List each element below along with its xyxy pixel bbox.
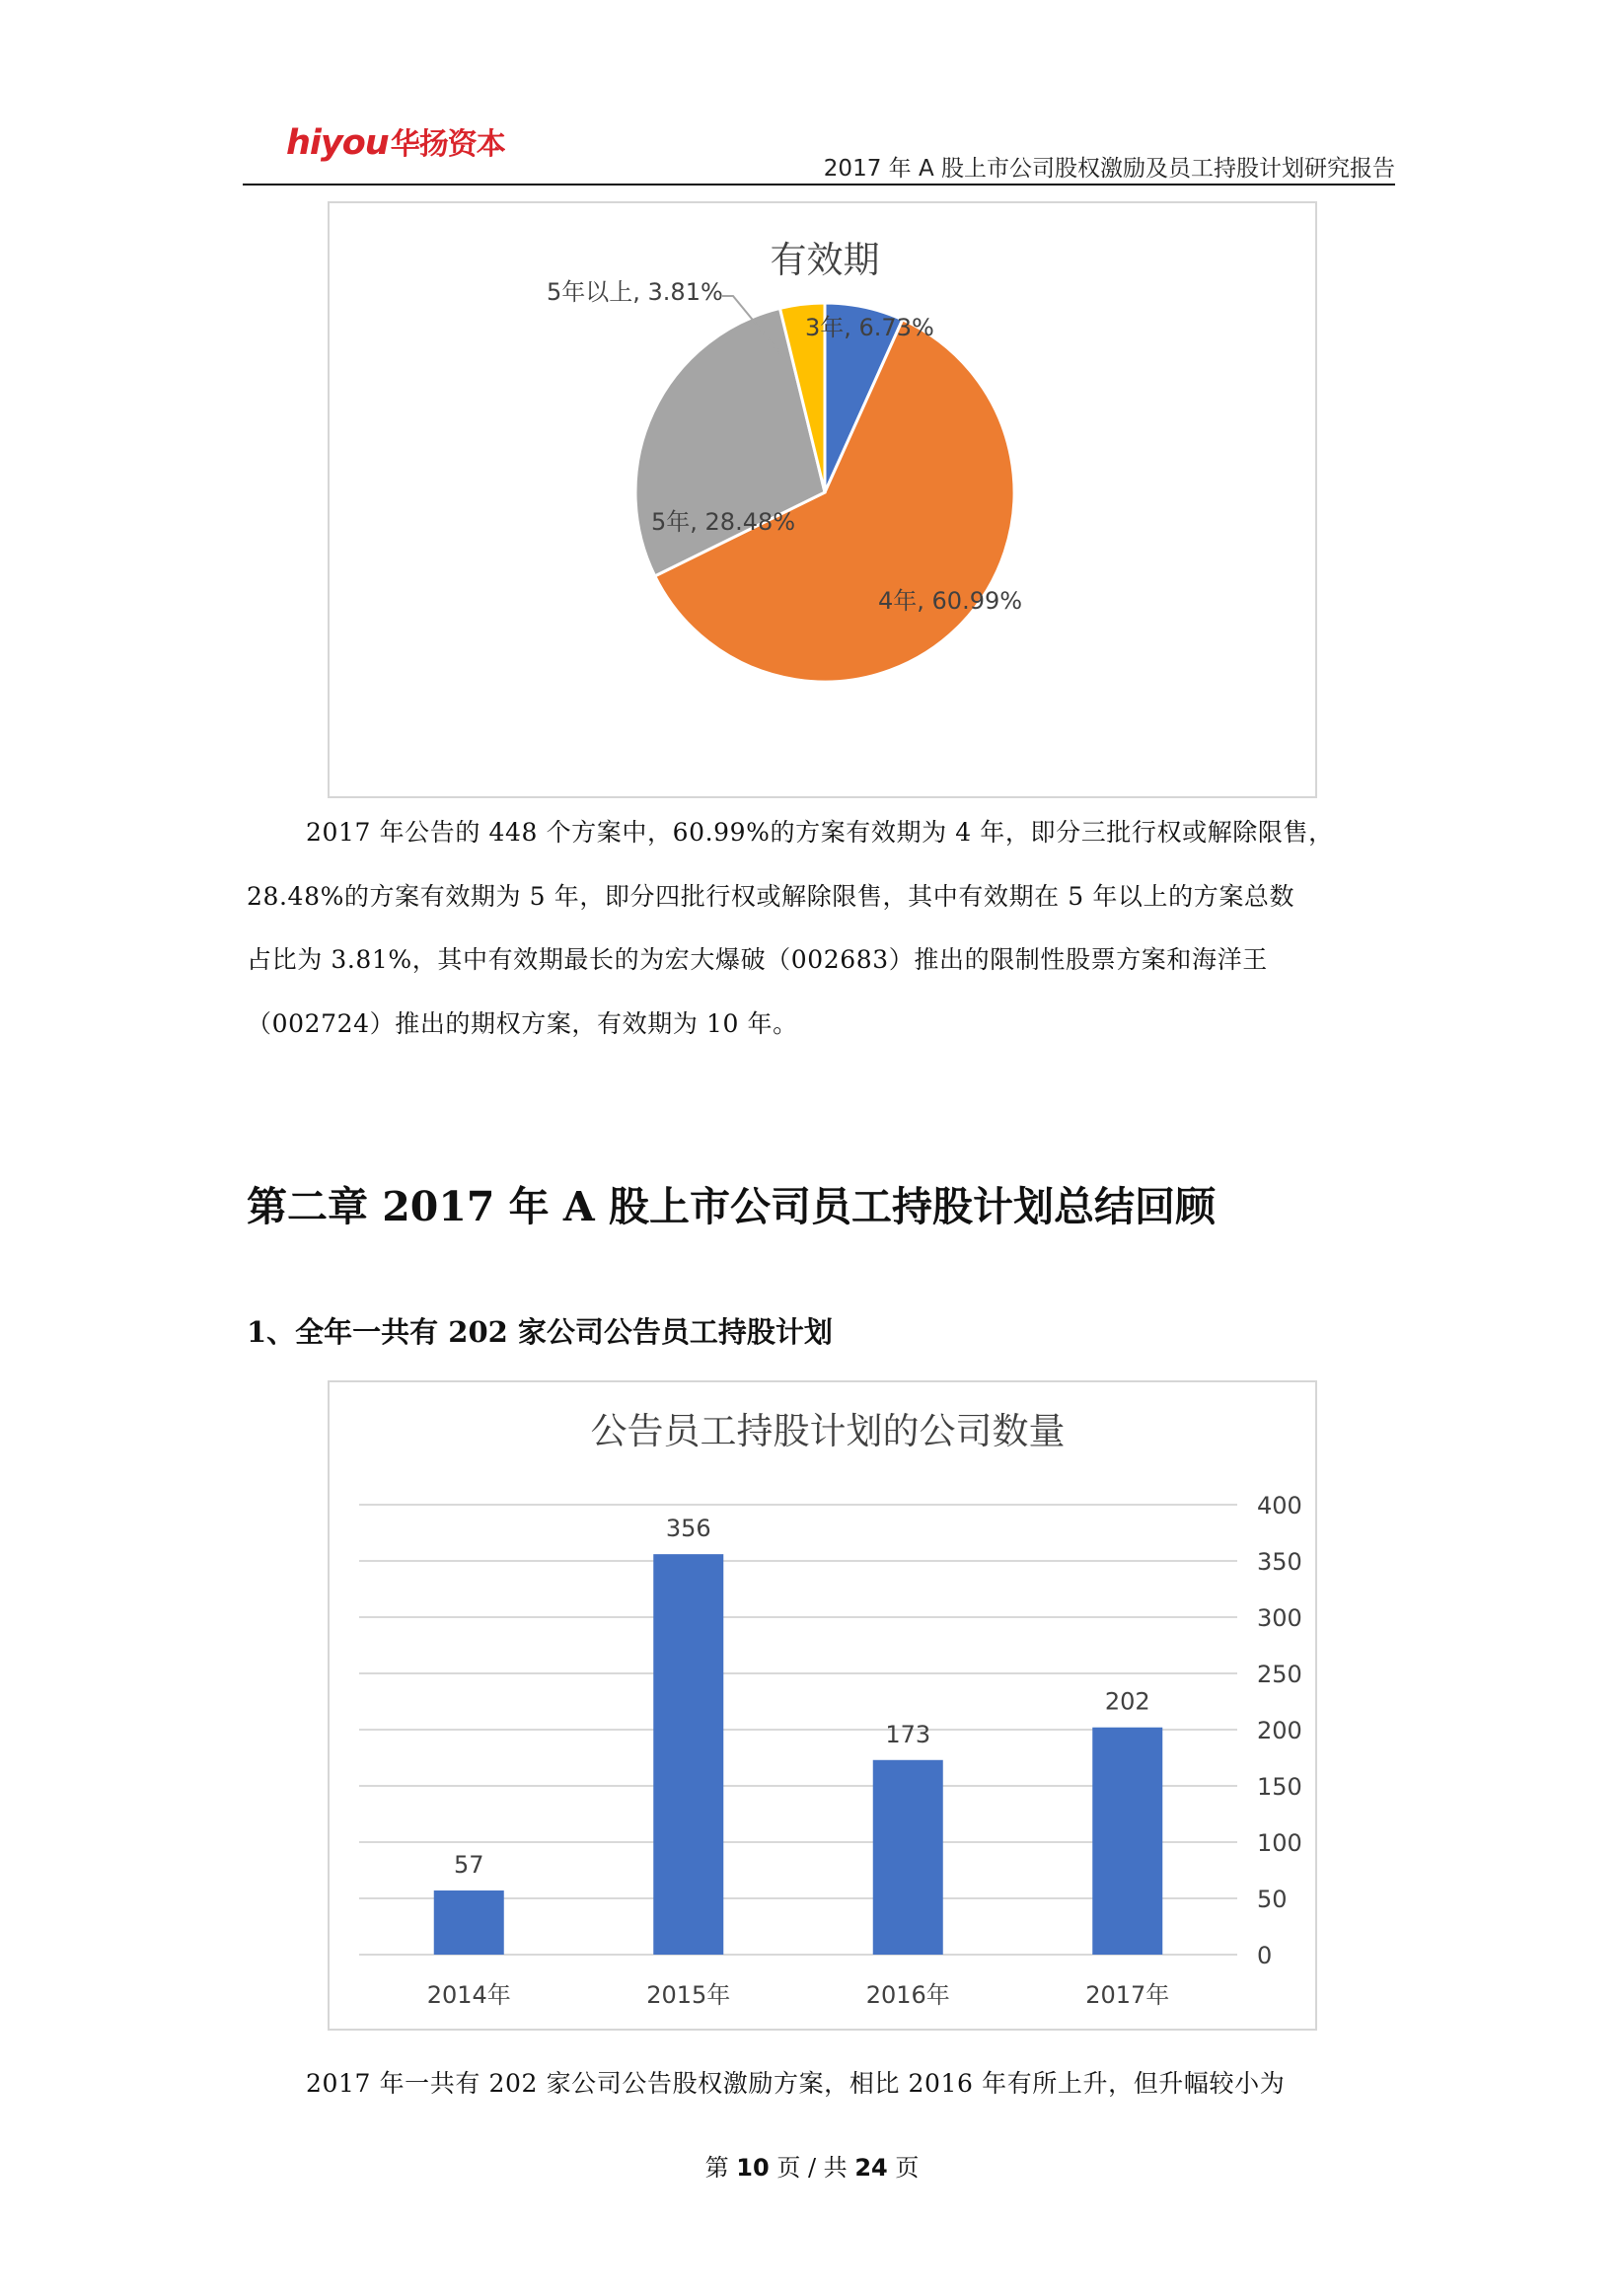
- section-heading: 1、全年一共有 202 家公司公告员工持股计划: [247, 1315, 833, 1349]
- bar-chart-container: [328, 1380, 1317, 2031]
- chapter-heading: 第二章 2017 年 A 股上市公司员工持股计划总结回顾: [247, 1183, 1217, 1230]
- y-tick-label: 150: [1257, 1773, 1302, 1801]
- y-tick-label: 350: [1257, 1548, 1302, 1576]
- y-tick-label: 200: [1257, 1717, 1302, 1744]
- page-footer: [0, 2148, 1624, 2183]
- x-category-label: 2017年: [1085, 1981, 1170, 2009]
- y-tick-label: 100: [1257, 1829, 1302, 1857]
- bar-2014年: [434, 1890, 504, 1955]
- y-tick-label: 0: [1257, 1942, 1273, 1969]
- validity-paragraph: [247, 801, 1396, 1056]
- paragraph-line: （002724）推出的期权方案，有效期为 10 年。: [247, 1008, 798, 1038]
- pie-chart: [330, 203, 1319, 800]
- bar-2015年: [653, 1554, 723, 1955]
- x-category-label: 2015年: [646, 1981, 731, 2009]
- bar-data-label: 202: [1104, 1687, 1150, 1716]
- paragraph-line: 2017 年一共有 202 家公司公告股权激励方案，相比 2016 年有所上升，但升幅较小为: [306, 2069, 1286, 2098]
- y-tick-label: 250: [1257, 1661, 1302, 1688]
- bar-chart-title: 公告员工持股计划的公司数量: [590, 1410, 1066, 1452]
- pie-label-5yr-plus: 5年以上, 3.81%: [547, 278, 723, 306]
- footer-prefix: 第: [704, 2154, 729, 2182]
- pie-chart-container: [328, 201, 1317, 798]
- report-header-title: 2017 年 A 股上市公司股权激励及员工持股计划研究报告: [823, 156, 1395, 182]
- total-page-number: 24: [854, 2154, 888, 2182]
- footer-suffix: 页: [895, 2154, 920, 2182]
- bar-chart: [330, 1382, 1319, 2033]
- bar-data-label: 173: [885, 1720, 931, 1748]
- x-category-label: 2014年: [426, 1981, 511, 2009]
- bar-data-label: 356: [665, 1515, 711, 1543]
- logo-chinese-text: 华扬资本: [390, 127, 505, 162]
- bar-2016年: [873, 1760, 943, 1955]
- pie-label-4yr: 4年, 60.99%: [878, 587, 1023, 615]
- company-logo: [286, 119, 505, 163]
- pie-label-5yr: 5年, 28.48%: [651, 508, 796, 536]
- logo-latin-text: hiyou: [286, 123, 389, 163]
- paragraph-line: 2017 年公告的 448 个方案中，60.99%的方案有效期为 4 年，即分三批行权或解除限售，: [306, 818, 1334, 847]
- footer-middle: 页 / 共: [776, 2154, 848, 2182]
- pie-label-3yr: 3年, 6.73%: [805, 314, 934, 341]
- current-page-number: 10: [736, 2154, 770, 2182]
- y-tick-label: 400: [1257, 1492, 1302, 1519]
- paragraph-line: 28.48%的方案有效期为 5 年，即分四批行权或解除限售，其中有效期在 5 年以上的方案总数: [247, 881, 1295, 911]
- bar-2017年: [1092, 1728, 1162, 1955]
- paragraph-line: 占比为 3.81%，其中有效期最长的为宏大爆破（002683）推出的限制性股票方案和海洋王: [247, 945, 1268, 974]
- summary-paragraph: [247, 2052, 1396, 2116]
- header-divider: [243, 184, 1395, 185]
- x-category-label: 2016年: [865, 1981, 950, 2009]
- pie-chart-title: 有效期: [770, 239, 880, 281]
- y-tick-label: 300: [1257, 1604, 1302, 1632]
- bar-data-label: 57: [453, 1851, 484, 1880]
- y-tick-label: 50: [1257, 1886, 1288, 1913]
